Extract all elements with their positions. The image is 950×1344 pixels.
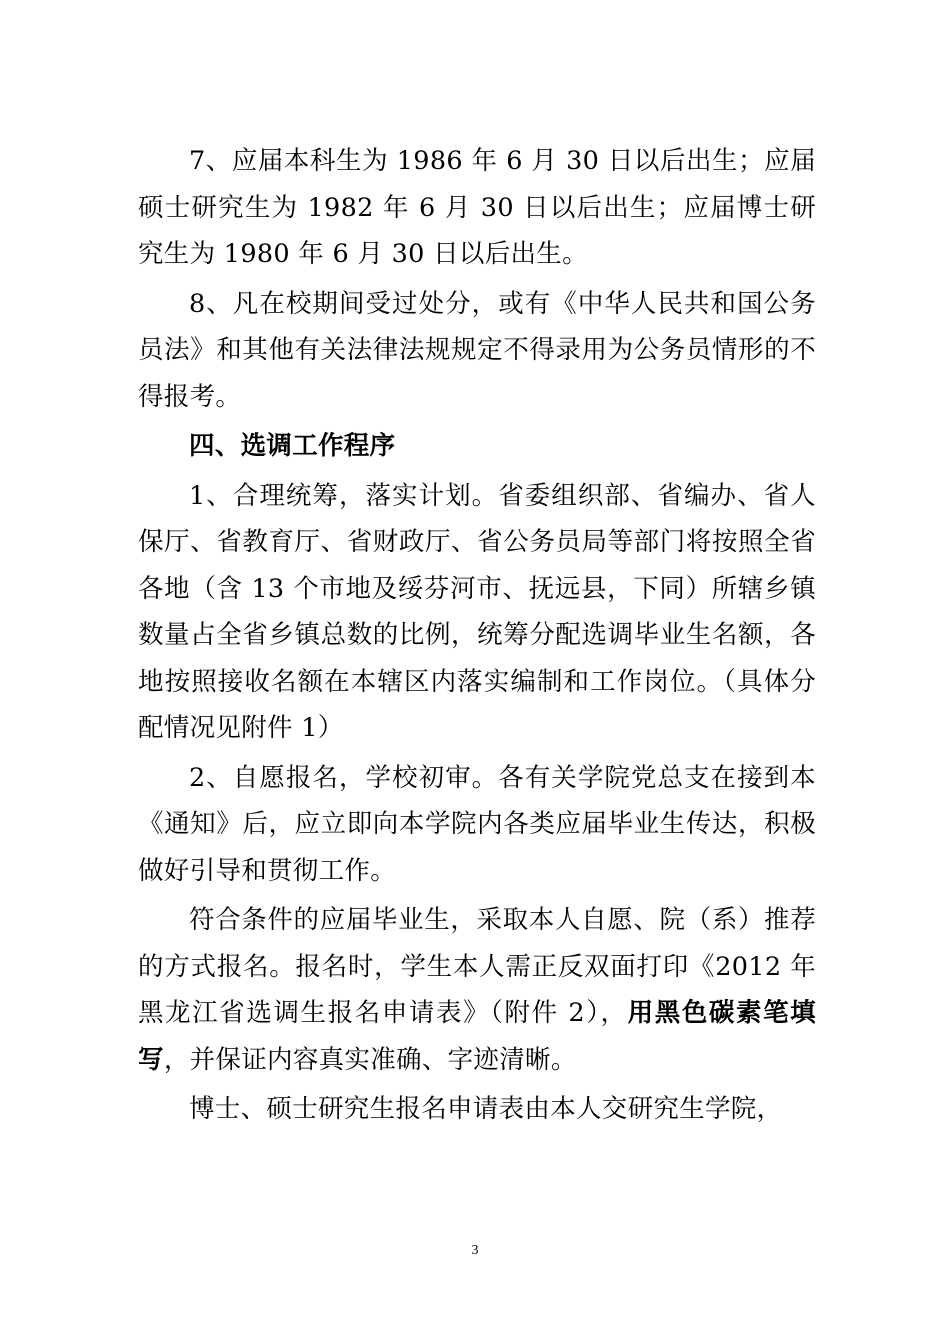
paragraph-item-7: 7、应届本科生为 1986 年 6 月 30 日以后出生；应届硕士研究生为 1982 年 6 月 30 日以后出生；应届博士研究生为 1980 年 6 月 30 日以后出生。 bbox=[138, 146, 816, 269]
paragraph-graduate-submission: 博士、硕士研究生报名申请表由本人交研究生学院， bbox=[189, 1094, 783, 1124]
page-number: 3 bbox=[471, 1243, 479, 1258]
paragraph-registration bbox=[138, 897, 816, 1083]
registration-emphasis: 用黑色碳素笔填写 bbox=[138, 998, 816, 1075]
paragraph-item-8: 8、凡在校期间受过处分，或有《中华人民共和国公务员法》和其他有关法律法规规定不得录用为公务员情形的不得报考。 bbox=[138, 288, 816, 412]
registration-text-start: 符合条件的应届毕业生，采取本人自愿、院（系）推荐的方式报名。报名时，学生本人需正反双面打印《2012 年黑龙江省选调生报名申请表》（附件 2）， bbox=[138, 905, 816, 1028]
registration-text-end: ，并保证内容真实准确、字迹清晰。 bbox=[163, 1044, 577, 1075]
document-body bbox=[138, 138, 816, 1133]
section-heading: 四、选调工作程序 bbox=[189, 431, 396, 461]
paragraph-procedure-2: 2、自愿报名，学校初审。各有关学院党总支在接到本《通知》后，应立即向本学院内各类应届毕业生传达，积极做好引导和贯彻工作。 bbox=[138, 762, 816, 886]
paragraph-procedure-1: 1、合理统筹，落实计划。省委组织部、省编办、省人保厅、省教育厅、省财政厅、省公务员局等部门将按照全省各地（含 13 个市地及绥芬河市、抚远县，下同）所辖乡镇数量占全省乡镇总数的比例，统筹分配选调毕业生名额，各地按照接收名额在本辖区内落实编制和工作岗位。（具体分配情况见附件 1） bbox=[138, 480, 816, 743]
